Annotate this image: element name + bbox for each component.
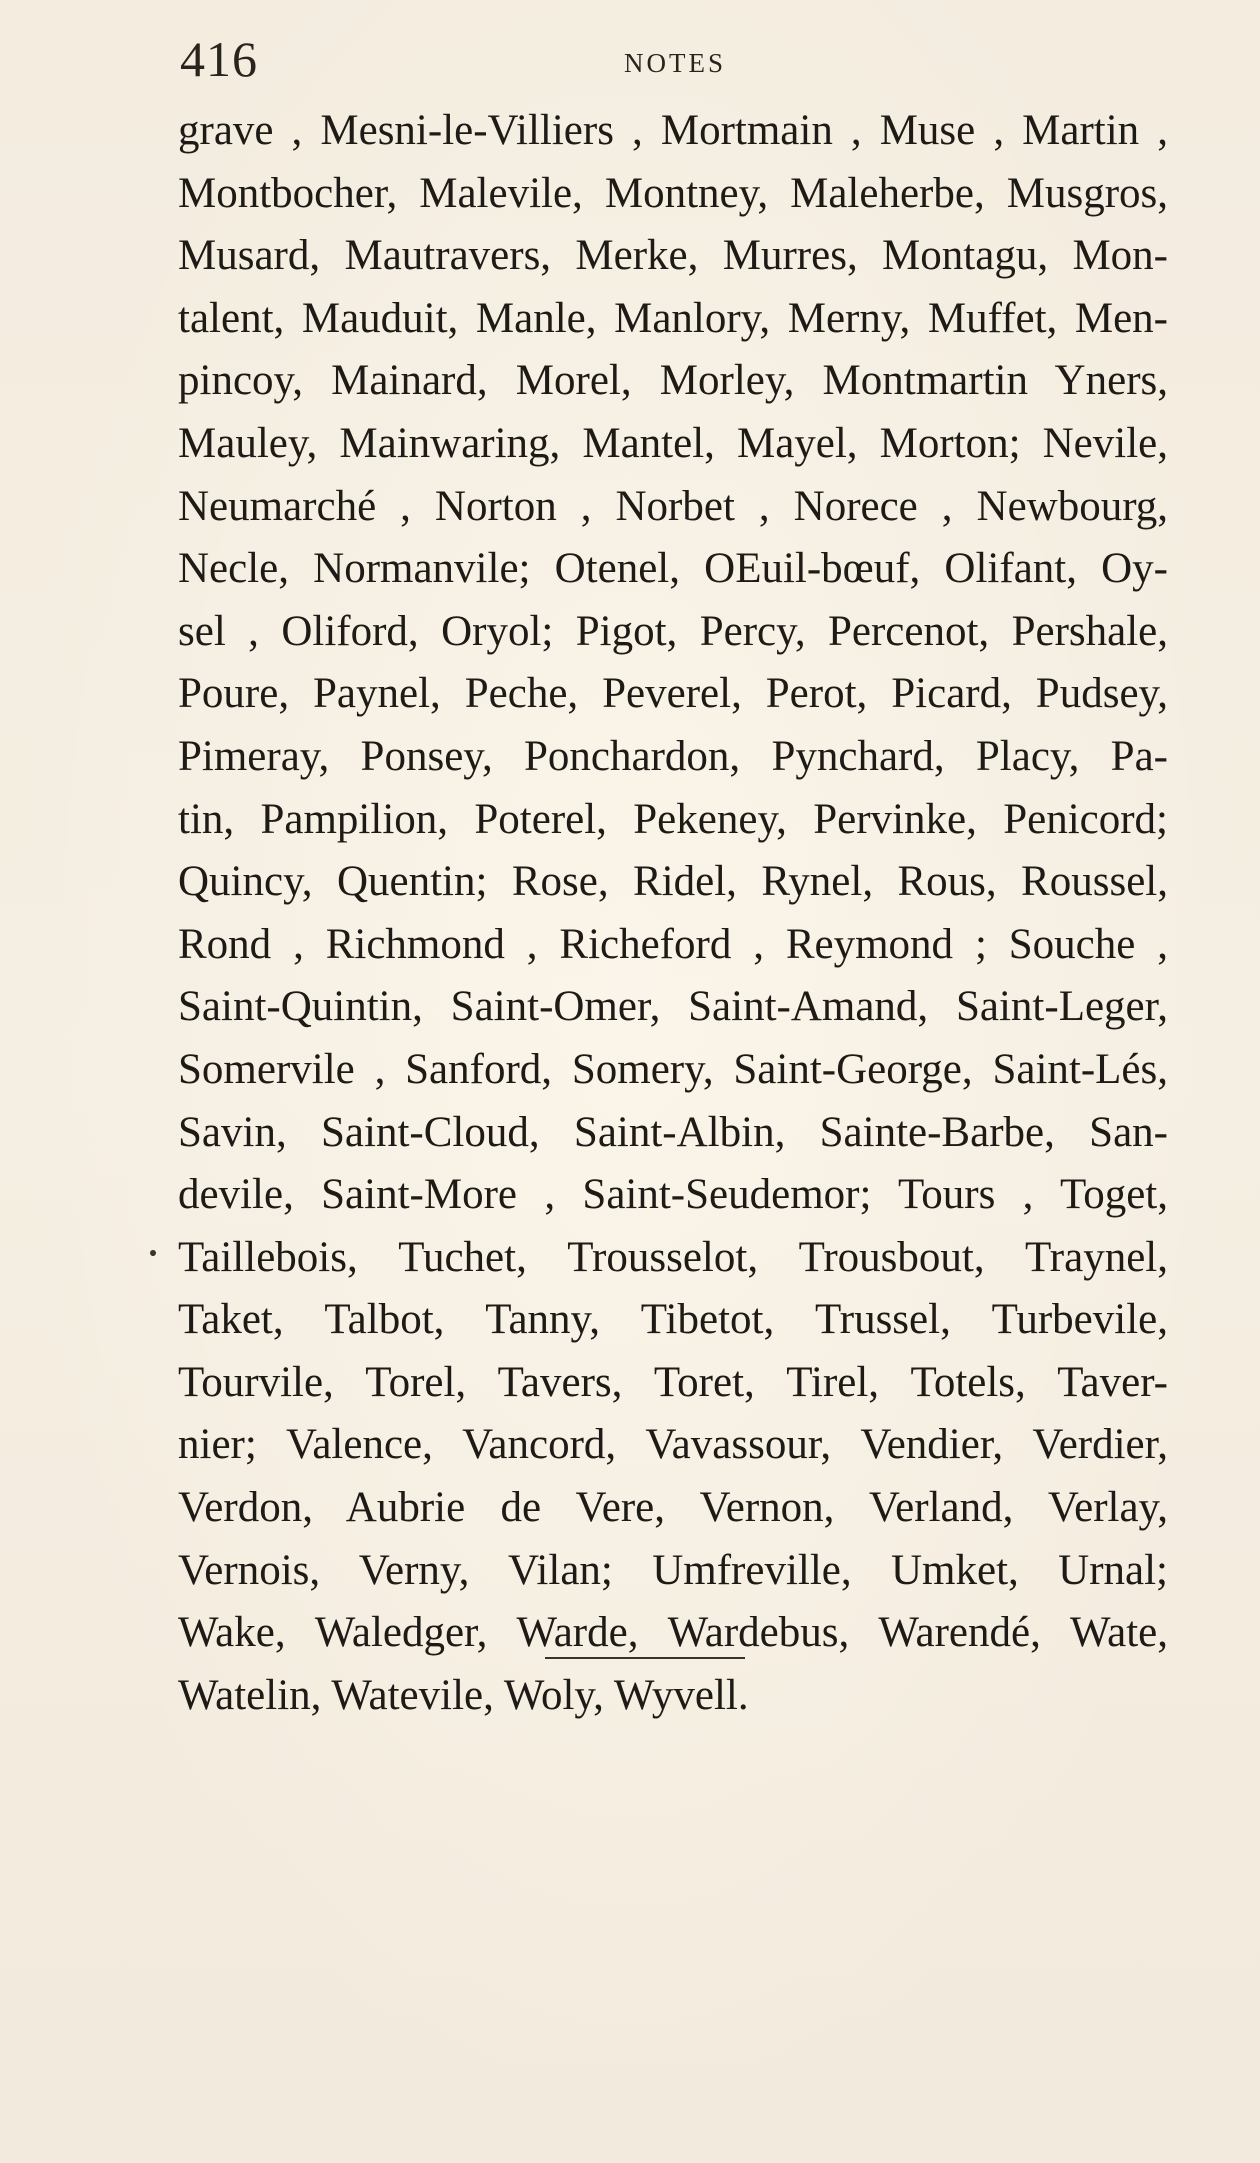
text-line: Wake, Waledger, Warde, Wardebus, Warendé, Wate, xyxy=(178,1609,1168,1657)
text-line: Taillebois, Tuchet, Trousselot, Trousbout, Traynel, xyxy=(178,1233,1168,1281)
section-rule xyxy=(545,1657,745,1659)
text-line: nier; Valence, Vancord, Vavassour, Vendier, Verdier, xyxy=(178,1421,1168,1469)
text-line: Neumarché , Norton , Norbet , Norece , Newbourg, xyxy=(178,482,1168,530)
text-line: Montbocher, Malevile, Montney, Maleherbe, Musgros, xyxy=(178,169,1168,217)
text-line: tin, Pampilion, Poterel, Pekeney, Pervinke, Penicord; xyxy=(178,795,1168,843)
margin-mark xyxy=(149,1249,157,1257)
text-line: Pimeray, Ponsey, Ponchardon, Pynchard, Placy, Pa- xyxy=(178,732,1168,780)
text-line: devile, Saint-More , Saint-Seudemor; Tours , Toget, xyxy=(178,1171,1168,1219)
running-head xyxy=(180,30,1170,100)
text-line: Rond , Richmond , Richeford , Reymond ; Souche , xyxy=(178,920,1168,968)
running-title: NOTES xyxy=(624,48,726,78)
text-line: pincoy, Mainard, Morel, Morley, Montmartin Yners, xyxy=(178,357,1168,405)
text-line: grave , Mesni-le-Villiers , Mortmain , Muse , Martin , xyxy=(178,107,1168,154)
body-text xyxy=(178,100,1168,1727)
text-line: Mauley, Mainwaring, Mantel, Mayel, Morton; Nevile, xyxy=(178,419,1168,467)
text-line: Vernois, Verny, Vilan; Umfreville, Umket, Urnal; xyxy=(178,1546,1168,1594)
text-line: Quincy, Quentin; Rose, Ridel, Rynel, Rous, Roussel, xyxy=(178,858,1168,906)
text-line: Poure, Paynel, Peche, Peverel, Perot, Picard, Pudsey, xyxy=(178,670,1168,718)
text-line: Necle, Normanvile; Otenel, OEuil-bœuf, Olifant, Oy- xyxy=(178,545,1168,593)
text-line: Musard, Mautravers, Merke, Murres, Montagu, Mon- xyxy=(178,232,1168,280)
text-line: Taket, Talbot, Tanny, Tibetot, Trussel, Turbevile, xyxy=(178,1296,1168,1344)
text-line: Verdon, Aubrie de Vere, Vernon, Verland, Verlay, xyxy=(178,1484,1168,1532)
text-line: Savin, Saint-Cloud, Saint-Albin, Sainte-Barbe, San- xyxy=(178,1108,1168,1156)
text-line: Saint-Quintin, Saint-Omer, Saint-Amand, Saint-Leger, xyxy=(178,983,1168,1031)
text-line-last: Watelin, Watevile, Woly, Wyvell. xyxy=(178,1671,749,1719)
page-number: 416 xyxy=(180,31,258,87)
text-line: sel , Oliford, Oryol; Pigot, Percy, Percenot, Pershale, xyxy=(178,607,1168,655)
text-line: Somervile , Sanford, Somery, Saint-George, Saint-Lés, xyxy=(178,1045,1168,1093)
text-line: talent, Mauduit, Manle, Manlory, Merny, Muffet, Men- xyxy=(178,294,1168,342)
text-line: Tourvile, Torel, Tavers, Toret, Tirel, Totels, Taver- xyxy=(178,1358,1168,1406)
